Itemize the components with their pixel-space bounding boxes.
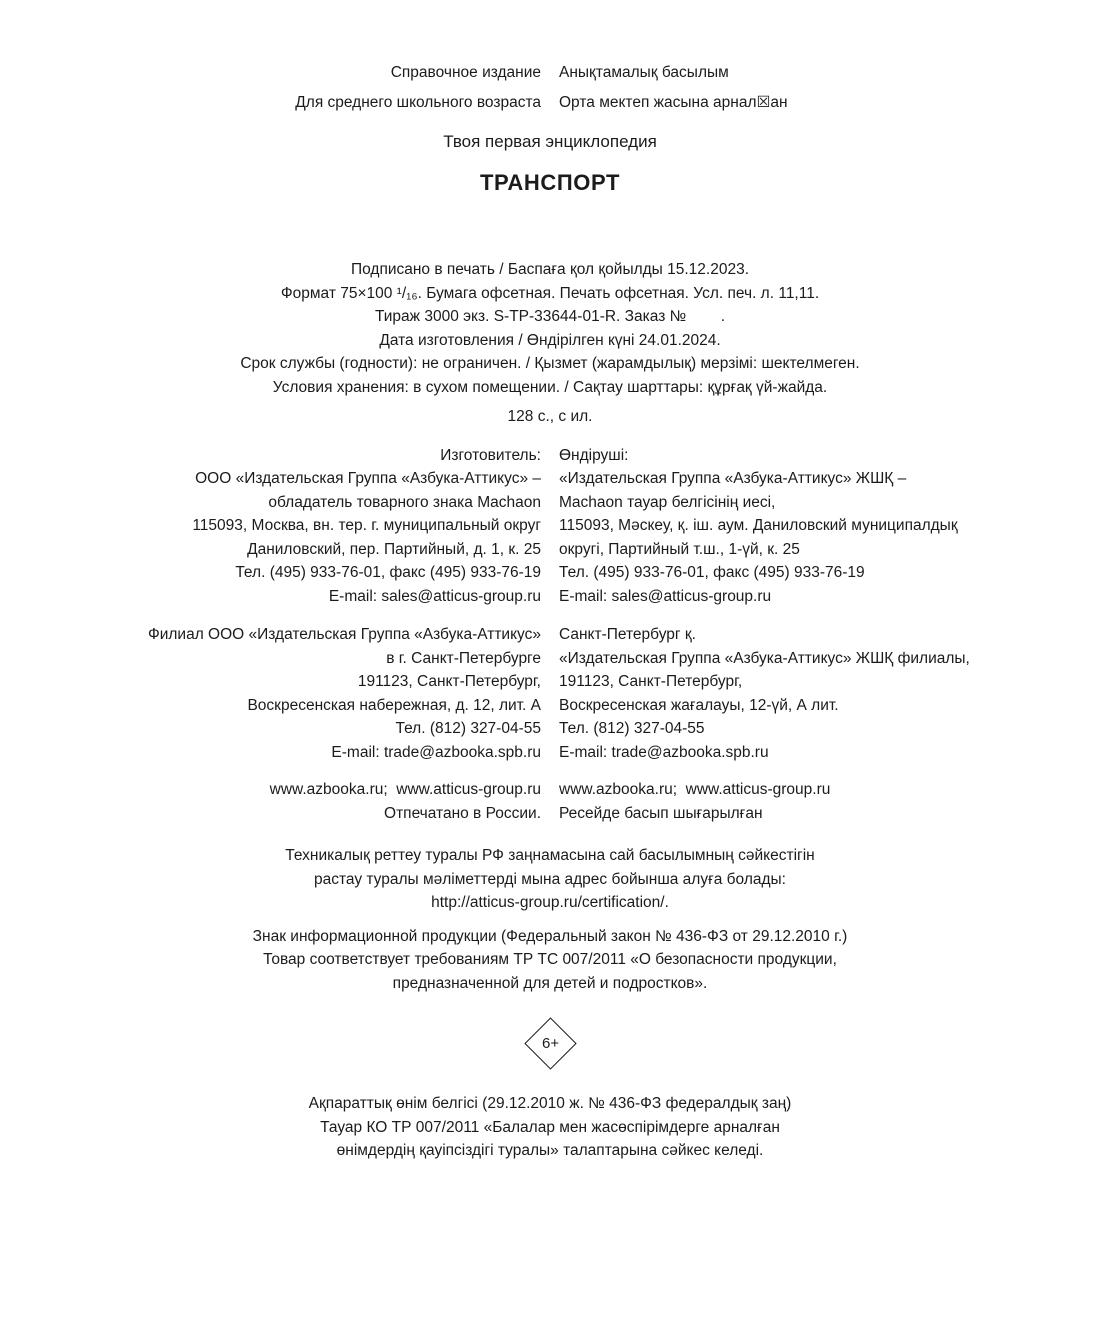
kz-law-line: Ақпараттық өнім белгісі (29.12.2010 ж. № 436-ФЗ федералдық заң) xyxy=(308,1095,792,1112)
websites-block xyxy=(82,778,1018,825)
age-rating-badge xyxy=(524,1017,576,1069)
audience-row xyxy=(82,88,1018,118)
text-line: Тел. (812) 327-04-55 xyxy=(395,720,541,737)
age-rating-badge-wrap xyxy=(82,1025,1018,1062)
audience-ru: Для среднего школьного возраста xyxy=(295,94,541,111)
print-info-line: Срок службы (годности): не ограничен. / Қызмет (жарамдылық) мерзімі: шектелмеген. xyxy=(240,355,860,372)
book-title: ТРАНСПОРТ xyxy=(480,170,620,195)
text-line: Тел. (495) 933-76-01, факс (495) 933-76-19 xyxy=(559,564,865,581)
edition-type-ru: Справочное издание xyxy=(390,64,541,81)
text-line: Изготовитель: xyxy=(440,446,541,464)
kz-law-block xyxy=(82,1092,1018,1163)
certification-line: растау туралы мәліметтерді мына адрес бойынша алуға болады: xyxy=(313,870,786,888)
printed-in-line: Ресейде басып шығарылған xyxy=(559,804,763,822)
text-line: E-mail: sales@atticus-group.ru xyxy=(328,587,541,605)
info-sign-line: Знак информационной продукции (Федеральный закон № 436-ФЗ от 29.12.2010 г.) xyxy=(252,927,848,945)
series-title: Твоя первая энциклопедия xyxy=(443,132,657,151)
text-line: обладатель товарного знака Machaon xyxy=(268,493,541,511)
branch-kz xyxy=(559,623,1018,764)
text-line: в г. Санкт-Петербурге xyxy=(386,649,541,667)
manufacturer-ru xyxy=(82,444,541,609)
text-line: E-mail: trade@azbooka.spb.ru xyxy=(559,743,769,761)
edition-type-row xyxy=(82,58,1018,88)
website-line: www.azbooka.ru; www.atticus-group.ru xyxy=(559,781,831,798)
websites-kz xyxy=(559,778,1018,825)
printed-in-line: Отпечатано в России. xyxy=(384,804,541,822)
manufacturer-kz xyxy=(559,444,1018,609)
kz-law-line: Тауар КО ТР 007/2011 «Балалар мен жасөспірімдерге арналған xyxy=(320,1118,780,1136)
info-sign-line: предназначенной для детей и подростков». xyxy=(392,974,708,992)
text-line: 191123, Санкт-Петербург, xyxy=(357,673,541,690)
text-line: «Издательская Группа «Азбука-Аттикус» ЖШҚ филиалы, xyxy=(559,649,970,667)
text-line: Тел. (812) 327-04-55 xyxy=(559,720,705,737)
print-info-line: Дата изготовления / Өндірілген күні 24.01.2024. xyxy=(379,331,721,349)
print-info-line: Формат 75×100 ¹/₁₆. Бумага офсетная. Печать офсетная. Усл. печ. л. 11,11. xyxy=(280,284,820,302)
print-info-block xyxy=(82,258,1018,399)
text-line: Санкт-Петербург қ. xyxy=(559,626,696,643)
certification-line: Техникалық реттеу туралы РФ заңнамасына сай басылымның сәйкестігін xyxy=(285,847,815,864)
text-line: Воскресенская жағалауы, 12-үй, А лит. xyxy=(559,696,839,714)
edition-type-kz: Анықтамалық басылым xyxy=(559,64,729,81)
text-line: E-mail: sales@atticus-group.ru xyxy=(559,587,772,605)
certification-url: http://atticus-group.ru/certification/. xyxy=(431,894,669,911)
text-line: ООО «Издательская Группа «Азбука-Аттикус» – xyxy=(195,470,541,487)
kz-law-line: өнімдердің қауіпсіздігі туралы» талаптарына сәйкес келеді. xyxy=(336,1142,764,1159)
text-line: 115093, Мәскеу, қ. іш. аум. Даниловский муниципалдық xyxy=(559,517,958,534)
text-line: 115093, Москва, вн. тер. г. муниципальный округ xyxy=(192,517,541,534)
text-line: Өндіруші: xyxy=(559,446,629,464)
print-info-line: Подписано в печать / Баспаға қол қойылды 15.12.2023. xyxy=(350,261,750,278)
text-line: Филиал ООО «Издательская Группа «Азбука-Аттикус» xyxy=(147,626,541,643)
info-sign-block xyxy=(82,925,1018,996)
age-rating-label: 6+ xyxy=(541,1034,559,1052)
branch-ru xyxy=(82,623,541,764)
text-line: Даниловский, пер. Партийный, д. 1, к. 25 xyxy=(247,540,541,558)
manufacturer-block xyxy=(82,444,1018,609)
print-info-line: Условия хранения: в сухом помещении. / Сақтау шарттары: құрғақ үй-жайда. xyxy=(272,378,828,396)
text-line: Machaon тауар белгісінің иесі, xyxy=(559,493,776,511)
text-line: E-mail: trade@azbooka.spb.ru xyxy=(331,743,541,761)
print-info-line: Тираж 3000 экз. S-TP-33644-01-R. Заказ № . xyxy=(374,308,726,325)
website-line: www.azbooka.ru; www.atticus-group.ru xyxy=(269,781,541,798)
text-line: Воскресенская набережная, д. 12, лит. А xyxy=(247,696,541,714)
text-line: Тел. (495) 933-76-01, факс (495) 933-76-19 xyxy=(235,564,541,581)
websites-ru xyxy=(82,778,541,825)
text-line: «Издательская Группа «Азбука-Аттикус» ЖШҚ – xyxy=(559,470,907,487)
pages-count: 128 с., с ил. xyxy=(507,408,593,425)
audience-kz: Орта мектеп жасына арнал☒ан xyxy=(559,94,788,111)
text-line: 191123, Санкт-Петербург, xyxy=(559,673,743,690)
branch-block xyxy=(82,623,1018,764)
certification-block xyxy=(82,844,1018,915)
text-line: округі, Партийный т.ш., 1-үй, к. 25 xyxy=(559,540,800,558)
info-sign-line: Товар соответствует требованиям ТР ТС 007/2011 «О безопасности продукции, xyxy=(263,951,837,968)
